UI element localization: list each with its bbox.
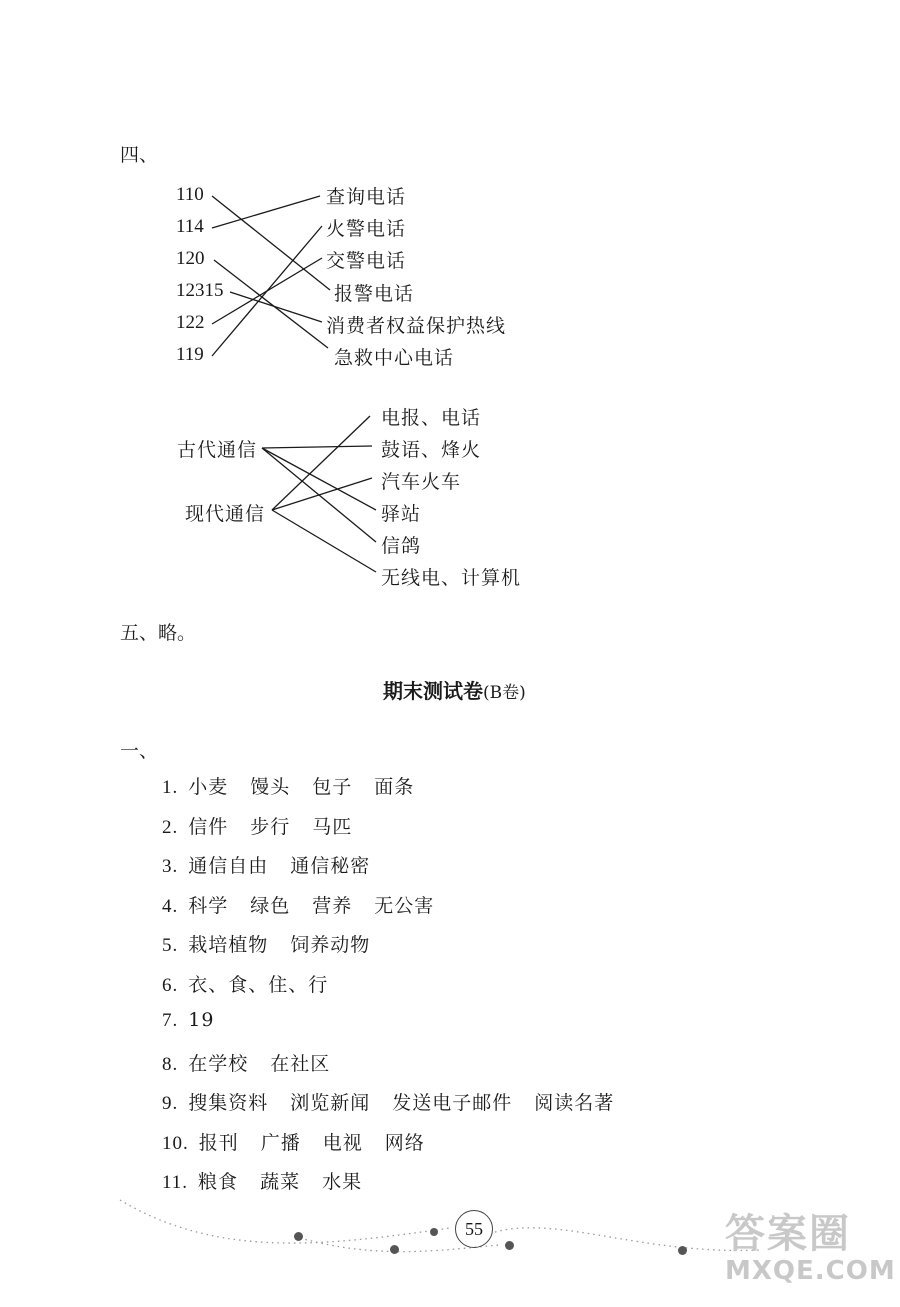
ancient-communication: 古代通信 [177,439,258,461]
answer-word: 电视 [322,1132,363,1154]
section-4-label: 四、 [120,144,159,166]
page-number: 55 [455,1210,493,1248]
hotline-ambulance: 急救中心电话 [334,347,455,369]
answer-word: 衣、食、住、行 [188,974,329,996]
answer-word: 网络 [384,1132,425,1154]
comm-pigeon: 信鸽 [381,535,422,557]
answer-word: 阅读名著 [534,1092,615,1114]
answer-word: 营养 [312,895,353,917]
answer-item-number: 1. [162,777,179,798]
answer-word: 包子 [312,776,353,798]
comm-car-train: 汽车火车 [381,471,462,493]
comm-telegraph-phone: 电报、电话 [381,407,482,429]
phone-number-12315: 12315 [176,280,224,301]
answer-item-number: 4. [162,896,179,917]
answer-word: 蔬菜 [260,1171,301,1193]
section-1-label: 一、 [120,740,159,762]
answer-word: 小麦 [188,776,229,798]
answer-word: 面条 [374,776,415,798]
exam-title-sub: (B卷) [483,683,526,703]
answer-word: 报刊 [198,1132,239,1154]
footer-dot [678,1246,687,1255]
watermark-bottom: MXQE.COM [725,1256,896,1286]
answer-word: 搜集资料 [188,1092,269,1114]
watermark [725,1212,896,1286]
exam-title-main: 期末测试卷 [383,679,483,703]
answer-word: 无公害 [374,895,435,917]
answer-word: 步行 [250,816,291,838]
answer-item-number: 6. [162,975,179,996]
answer-word: 信件 [188,816,229,838]
phone-number-114: 114 [176,216,204,237]
answer-word: 科学 [188,895,229,917]
footer-dot [505,1241,514,1250]
comm-post-station: 驿站 [381,503,422,525]
answer-word: 粮食 [198,1171,239,1193]
answer-word: 水果 [322,1171,363,1193]
answer-word: 饲养动物 [290,934,371,956]
answer-item-number: 8. [162,1054,179,1075]
footer-dot [294,1232,303,1241]
phone-number-120: 120 [176,248,205,269]
hotline-query: 查询电话 [326,186,407,208]
answer-item-number: 2. [162,817,179,838]
answer-word: 19 [188,1009,215,1031]
answer-word: 馒头 [250,776,291,798]
answer-item-number: 11. [162,1172,189,1193]
answer-word: 通信自由 [188,855,269,877]
answer-word: 栽培植物 [188,934,269,956]
answer-word: 广播 [260,1132,301,1154]
answer-word: 浏览新闻 [290,1092,371,1114]
phone-number-110: 110 [176,184,204,205]
footer-dot [430,1228,438,1236]
phone-number-119: 119 [176,344,204,365]
footer-dot [390,1245,399,1254]
answer-item-number: 10. [162,1133,189,1154]
comm-radio-computer: 无线电、计算机 [381,567,522,589]
phone-number-122: 122 [176,312,205,333]
section-5-label: 五、略。 [120,622,197,644]
answer-word: 在社区 [270,1053,331,1075]
hotline-traffic-police: 交警电话 [326,250,407,272]
watermark-top: 答案圈 [725,1211,851,1257]
comm-drum-beacon: 鼓语、烽火 [381,439,482,461]
answer-word: 发送电子邮件 [392,1092,513,1114]
answer-item-number: 7. [162,1010,179,1031]
hotline-consumer-rights: 消费者权益保护热线 [326,315,507,337]
hotline-fire: 火警电话 [326,218,407,240]
answer-item-number: 5. [162,935,179,956]
hotline-police: 报警电话 [334,283,415,305]
answer-word: 马匹 [312,816,353,838]
modern-communication: 现代通信 [185,503,266,525]
answer-item-number: 9. [162,1093,179,1114]
answer-word: 绿色 [250,895,291,917]
answer-item-number: 3. [162,856,179,877]
answer-word: 在学校 [188,1053,249,1075]
answer-word: 通信秘密 [290,855,371,877]
